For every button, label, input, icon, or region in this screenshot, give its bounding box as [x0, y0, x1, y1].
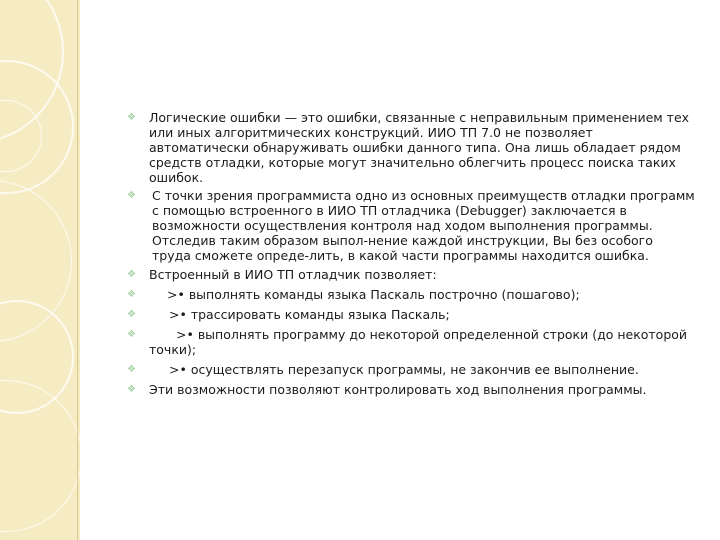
diamond-bullet-icon: ❖	[127, 190, 136, 201]
diamond-bullet-icon: ❖	[127, 289, 136, 300]
decorative-circle	[0, 380, 80, 532]
list-item	[125, 287, 695, 302]
list-item-text: >• выполнять программу до некоторой определенной строки (до некоторой точки);	[149, 327, 688, 357]
list-item	[125, 110, 695, 185]
list-item-text: >• осуществлять перезапуск программы, не закончив ее выполнение.	[169, 362, 639, 377]
list-item	[125, 188, 695, 263]
list-item-text: >• трассировать команды языка Паскаль;	[169, 307, 450, 322]
diamond-bullet-icon: ❖	[127, 384, 136, 395]
list-item	[125, 382, 695, 397]
list-item	[125, 267, 695, 282]
decorative-sidebar	[0, 0, 80, 540]
list-item-text: Эти возможности позволяют контролировать ход выполнения программы.	[149, 382, 647, 397]
diamond-bullet-icon: ❖	[127, 329, 136, 340]
slide-body	[125, 110, 695, 401]
list-item	[125, 362, 695, 377]
sidebar-divider	[77, 0, 78, 540]
list-item-text: >• выполнять команды языка Паскаль построчно (пошагово);	[167, 287, 580, 302]
diamond-bullet-icon: ❖	[127, 309, 136, 320]
list-item-text: С точки зрения программиста одно из основных преимуществ отладки программ с помощью встроенного в ИИО ТП отладчика (Debugger) заключается в возможности осуществления контроля над ходом выполнения программы. Отследив таким образом выпол-нение каждой инструкции, Вы без особого труда сможете опреде-лить, в какой части программы находится ошибка.	[152, 188, 695, 263]
list-item-text: Логические ошибки — это ошибки, связанные с неправильным применением тех или иных алгоритмических конструкций. ИИО ТП 7.0 не позволяет автоматически обнаруживать ошибки данного типа. Она лишь обладает рядом средств отладки, которые могут значительно облегчить процесс поиска таких ошибок.	[149, 110, 690, 185]
diamond-bullet-icon: ❖	[127, 269, 136, 280]
list-item-text: Встроенный в ИИО ТП отладчик позволяет:	[149, 267, 437, 282]
diamond-bullet-icon: ❖	[127, 364, 136, 375]
list-item	[125, 327, 695, 357]
list-item	[125, 307, 695, 322]
diamond-bullet-icon: ❖	[127, 112, 136, 123]
